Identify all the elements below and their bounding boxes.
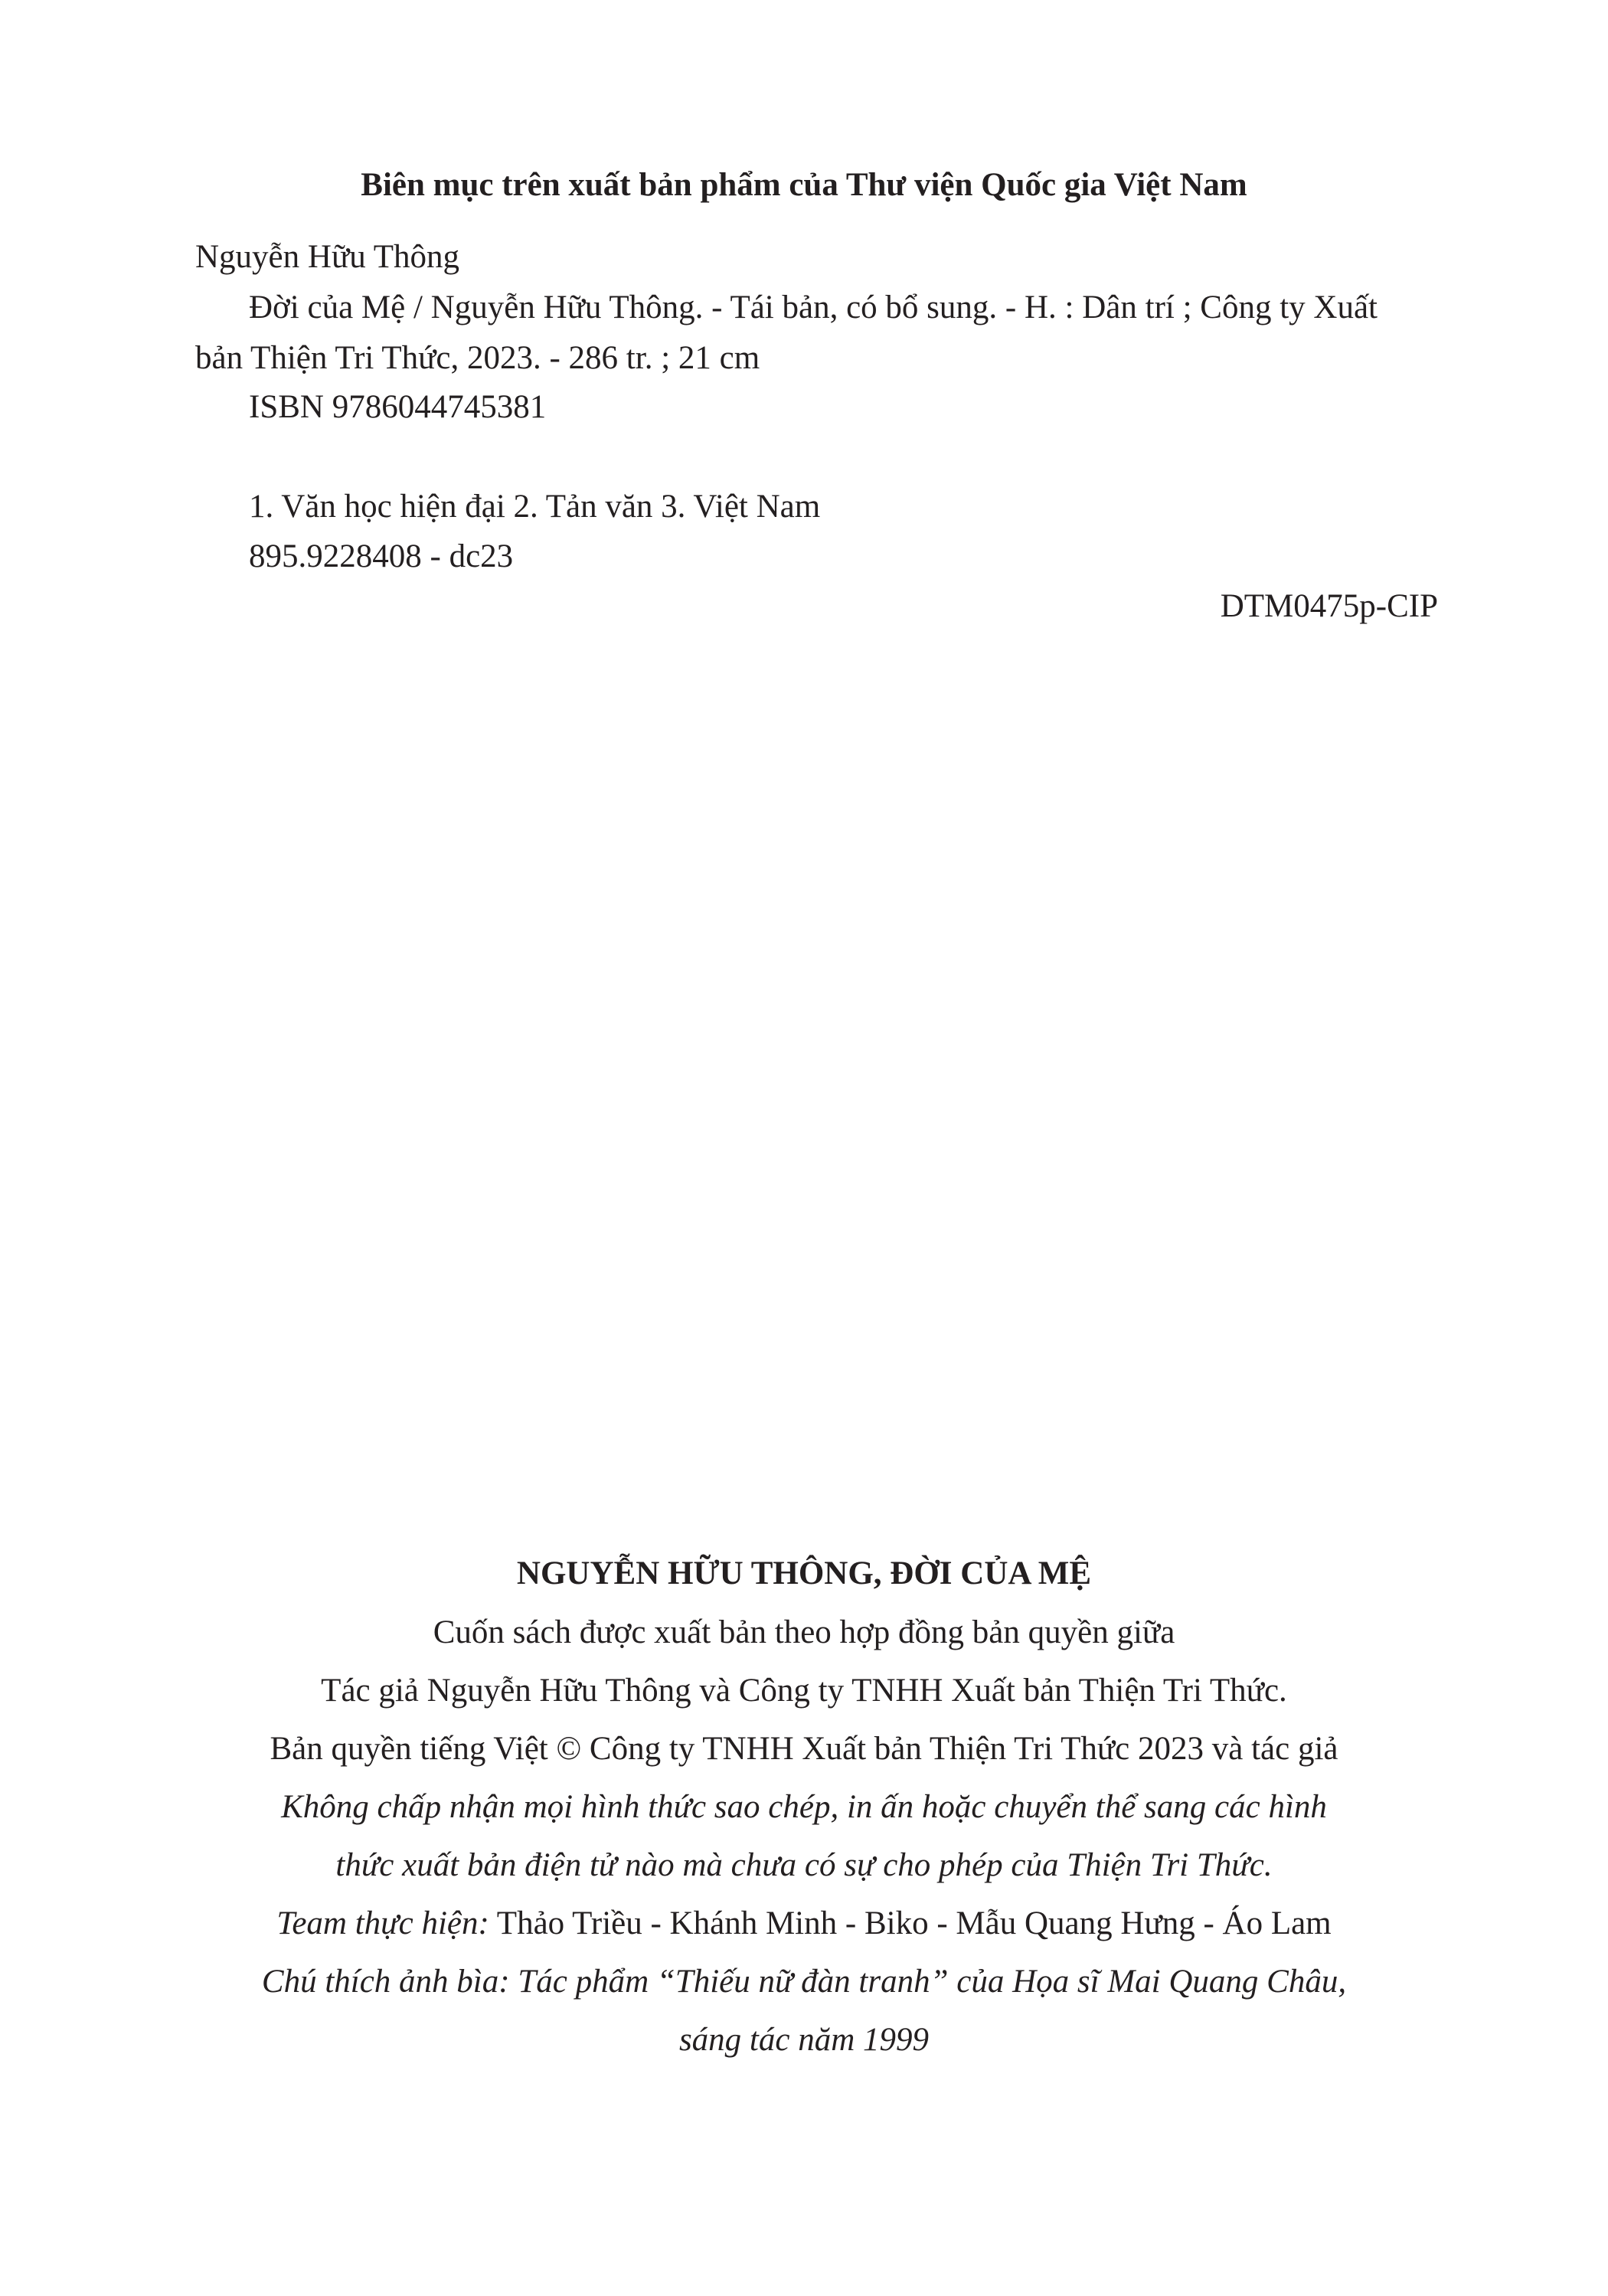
team-names: Thảo Triều - Khánh Minh - Biko - Mẫu Quang Hưng - Áo Lam	[489, 1905, 1332, 1941]
imprint-copyright-line: Bản quyền tiếng Việt © Công ty TNHH Xuất bản Thiện Tri Thức 2023 và tác giả	[270, 1731, 1338, 1767]
cover-note-line1: Chú thích ảnh bìa: Tác phẩm “Thiếu nữ đàn tranh” của Họa sĩ Mai Quang Châu,	[261, 1964, 1347, 2000]
imprint-team-line	[0, 1907, 1608, 1940]
cip-description-line2: bản Thiện Tri Thức, 2023. - 286 tr. ; 21 cm	[195, 340, 760, 376]
imprint-rights-line2: thức xuất bản điện tử nào mà chưa có sự cho phép của Thiện Tri Thức.	[335, 1847, 1273, 1883]
cip-classification: 895.9228408 - dc23	[249, 538, 514, 574]
team-label: Team thực hiện:	[276, 1905, 489, 1941]
cip-heading: Biên mục trên xuất bản phẩm của Thư viện Quốc gia Việt Nam	[361, 167, 1247, 203]
imprint-rights-line1: Không chấp nhận mọi hình thức sao chép, in ấn hoặc chuyển thể sang các hình	[281, 1789, 1327, 1825]
cip-isbn: ISBN 9786044745381	[249, 389, 547, 425]
imprint-title: NGUYỄN HỮU THÔNG, ĐỜI CỦA MỆ	[516, 1555, 1092, 1591]
imprint-parties-line: Tác giả Nguyễn Hữu Thông và Công ty TNHH Xuất bản Thiện Tri Thức.	[321, 1673, 1287, 1709]
cip-author: Nguyễn Hữu Thông	[195, 239, 459, 275]
cip-subjects: 1. Văn học hiện đại 2. Tản văn 3. Việt Nam	[249, 489, 821, 525]
cover-note-line2: sáng tác năm 1999	[678, 2022, 930, 2058]
cip-description-line1: Đời của Mệ / Nguyễn Hữu Thông. - Tái bản, có bổ sung. - H. : Dân trí ; Công ty Xuất	[249, 289, 1378, 325]
imprint-contract-line: Cuốn sách được xuất bản theo hợp đồng bản quyền giữa	[433, 1614, 1175, 1650]
cip-code: DTM0475p-CIP	[1220, 588, 1438, 624]
